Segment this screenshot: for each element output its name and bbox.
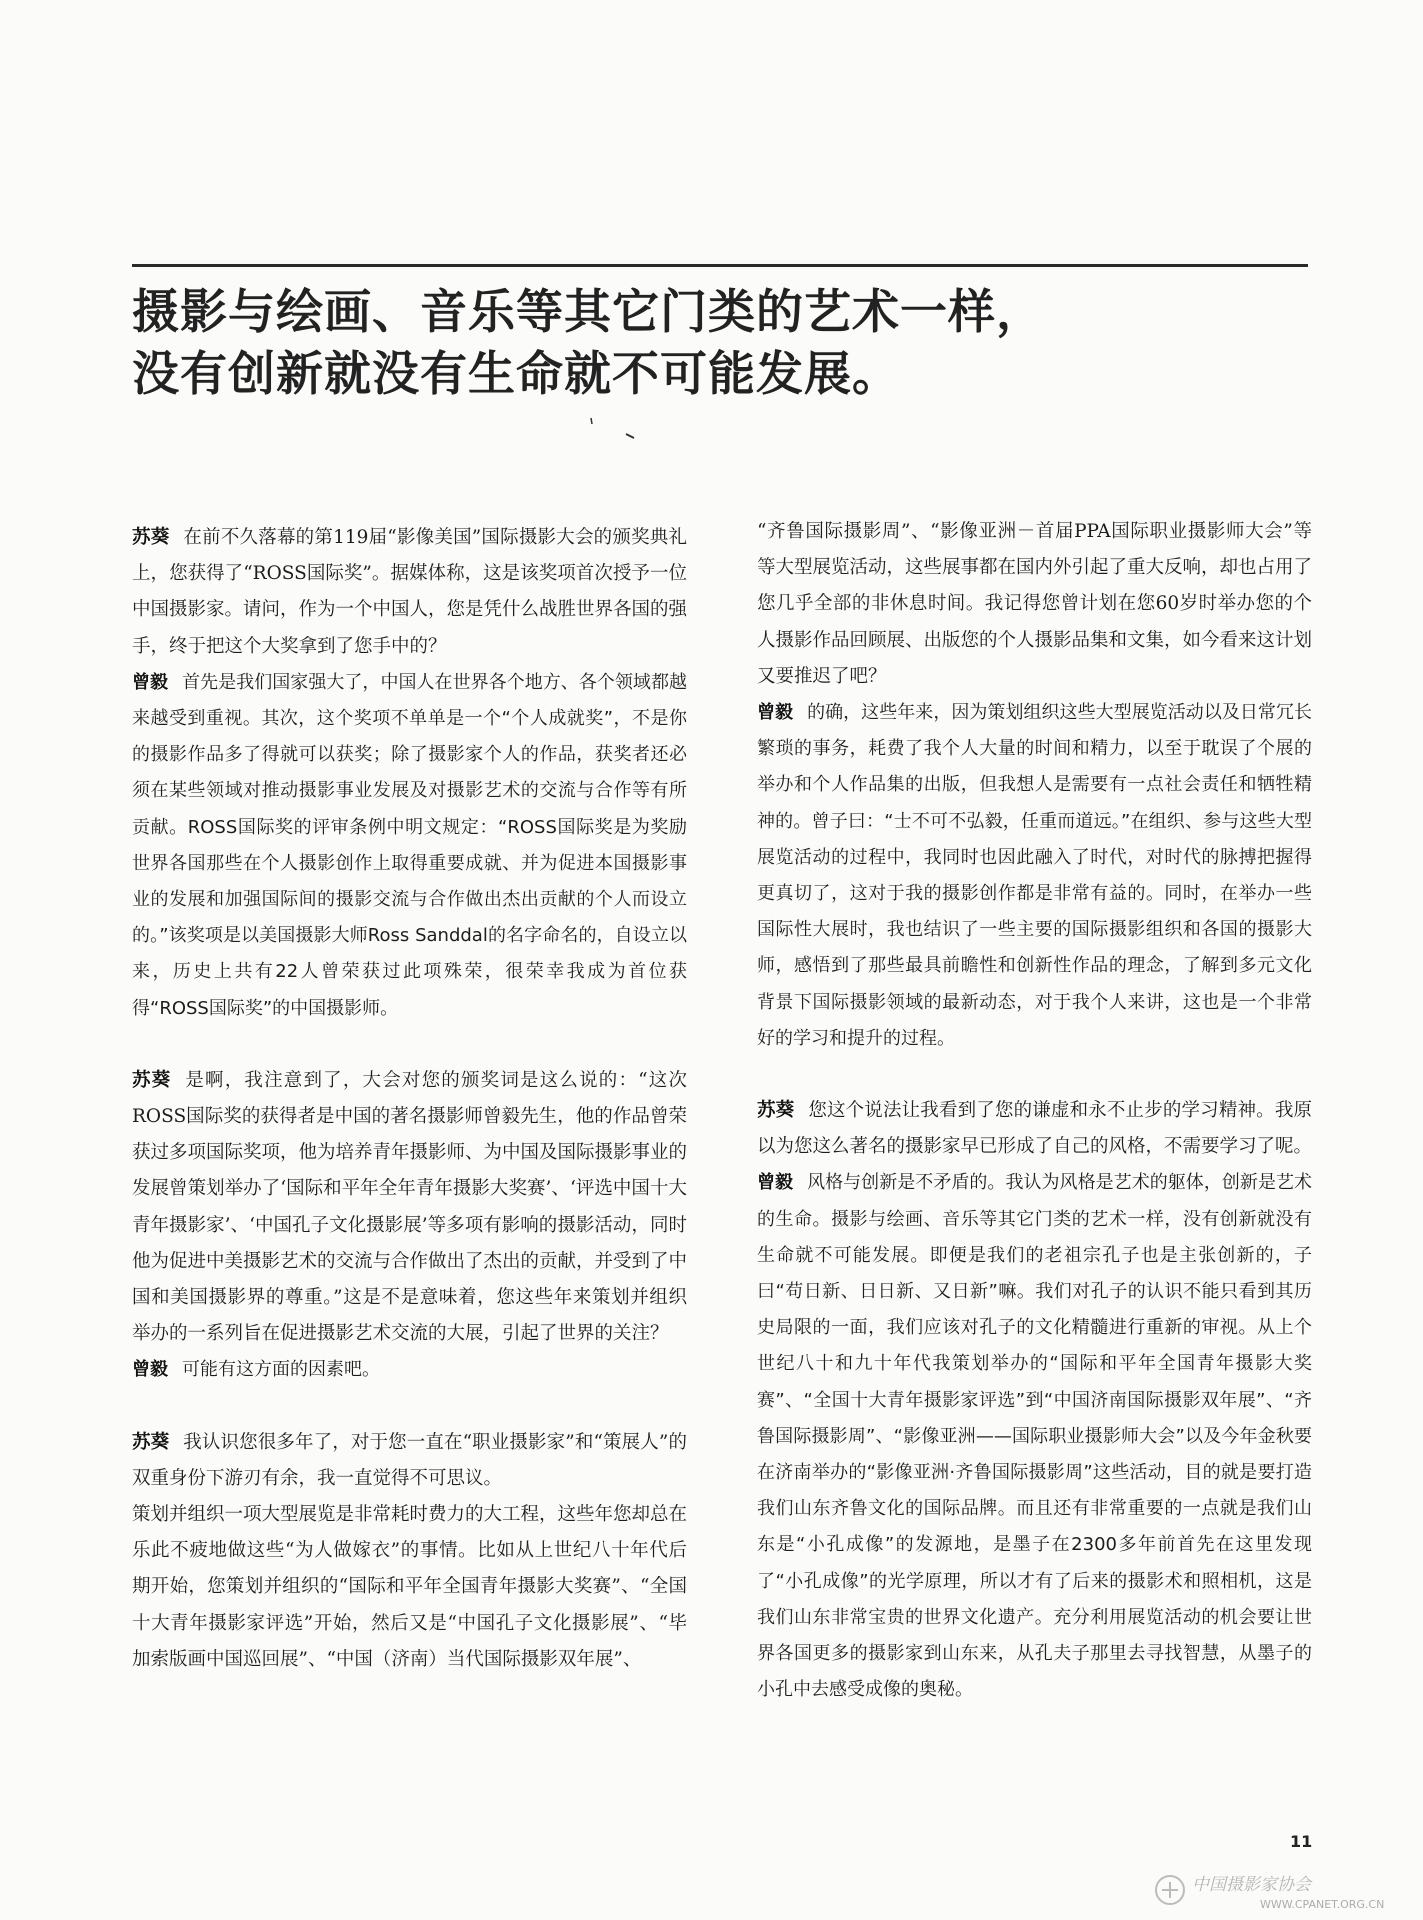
answer-paragraph	[132, 665, 687, 1027]
answer-paragraph	[132, 1352, 687, 1388]
headline	[132, 282, 1282, 406]
paragraph-gap	[132, 1389, 687, 1425]
right-column	[757, 514, 1312, 1709]
paragraph-text: 首先是我们国家强大了，中国人在世界各个地方、各个领域都越来越受到重视。其次，这个奖项不单单是一个“个人成就奖”，不是你的摄影作品多了得就可以获奖；除了摄影家个人的作品，获奖者还必须在某些领域对推动摄影事业发展及对摄影艺术的交流与合作等有所贡献。ROSS国际奖的评审条例中明文规定：“ROSS国际奖是为奖励世界各国那些在个人摄影创作上取得重要成就、并为促进本国摄影事业的发展和加强国际间的摄影交流与合作做出杰出贡献的个人而设立的。”该奖项是以美国摄影大师Ross Sanddal的名字命名的，自设立以来，历史上共有22人曾荣获过此项殊荣，很荣幸我成为首位获得“ROSS国际奖”的中国摄影师。	[132, 671, 688, 1019]
left-column	[132, 520, 687, 1678]
watermark-url: WWW.CPANET.ORG.CN	[1260, 1898, 1385, 1911]
speaker-name: 苏葵	[132, 527, 170, 548]
answer-paragraph	[757, 1165, 1312, 1708]
paragraph-text: 您这个说法让我看到了您的谦虚和永不止步的学习精神。我原以为您这么著名的摄影家早已形成了自己的风格，不需要学习了呢。	[757, 1100, 1313, 1158]
paragraph-text: 我认识您很多年了，对于您一直在“职业摄影家”和“策展人”的双重身份下游刃有余，我一直觉得不可思议。	[132, 1431, 687, 1489]
speaker-name: 苏葵	[132, 1069, 172, 1091]
top-rule	[132, 264, 1308, 267]
speaker-name: 苏葵	[132, 1431, 170, 1453]
headline-line-1: 摄影与绘画、音乐等其它门类的艺术一样，	[132, 285, 1044, 340]
question-paragraph	[132, 1063, 687, 1353]
watermark-cn: 中国摄影家协会	[1192, 1875, 1311, 1895]
question-paragraph	[132, 1497, 687, 1678]
headline-line-2: 没有创新就没有生命就不可能发展。	[132, 347, 900, 402]
paragraph-text: 在前不久落幕的第119届“影像美国”国际摄影大会的颁奖典礼上，您获得了“ROSS国际奖”。据媒体称，这是该奖项首次授予一位中国摄影家。请问，作为一个中国人，您是凭什么战胜世界各国的强手，终于把这个大奖拿到了您手中的？	[132, 527, 688, 657]
speaker-name: 曾毅	[757, 702, 794, 724]
paragraph-gap	[132, 1027, 687, 1063]
question-paragraph	[132, 520, 687, 665]
speaker-name: 曾毅	[757, 1172, 794, 1194]
answer-paragraph	[757, 695, 1312, 1057]
page-number: 11	[1290, 1832, 1313, 1851]
question-paragraph	[132, 1425, 687, 1497]
paragraph-text: 策划并组织一项大型展览是非常耗时费力的大工程，这些年您却总在乐此不疲地做这些“为人做嫁衣”的事情。比如从上世纪八十年代后期开始，您策划并组织的“国际和平年全国青年摄影大奖赛”、“全国十大青年摄影家评选”开始，然后又是“中国孔子文化摄影展”、“毕加索版画中国巡回展”、“中国（济南）当代国际摄影双年展”、	[132, 1504, 688, 1670]
speaker-name: 苏葵	[757, 1100, 795, 1122]
paragraph-gap	[757, 1057, 1312, 1093]
paragraph-text: 可能有这方面的因素吧。	[182, 1359, 380, 1381]
speaker-name: 曾毅	[132, 671, 169, 693]
paragraph-text: 的确，这些年来，因为策划组织这些大型展览活动以及日常冗长繁琐的事务，耗费了我个人大量的时间和精力，以至于耽误了个展的举办和个人作品集的出版，但我想人是需要有一点社会责任和牺牲精神的。曾子曰：“士不可不弘毅，任重而道远。”在组织、参与这些大型展览活动的过程中，我同时也因此融入了时代，对时代的脉搏把握得更真切了，这对于我的摄影创作都是非常有益的。同时，在举办一些国际性大展时，我也结识了一些主要的国际摄影组织和各国的摄影大师，感悟到了那些最具前瞻性和创新性作品的理念，了解到多元文化背景下国际摄影领域的最新动态，对于我个人来讲，这也是一个非常好的学习和提升的过程。	[757, 702, 1313, 1049]
scan-specks	[588, 416, 648, 446]
question-paragraph	[757, 514, 1312, 695]
speaker-name: 曾毅	[132, 1359, 168, 1381]
paragraph-text: 是啊，我注意到了，大会对您的颁奖词是这么说的：“这次ROSS国际奖的获得者是中国的著名摄影师曾毅先生，他的作品曾荣获过多项国际奖项，他为培养青年摄影师、为中国及国际摄影事业的发展曾策划举办了‘国际和平年全年青年摄影大奖赛’、‘评选中国十大青年摄影家’、‘中国孔子文化摄影展’等多项有影响的摄影活动，同时他为促进中美摄影艺术的交流与合作做出了杰出的贡献，并受到了中国和美国摄影界的尊重。”这是不是意味着，您这些年来策划并组织举办的一系列旨在促进摄影艺术交流的大展，引起了世界的关注？	[132, 1069, 688, 1345]
paragraph-text: “齐鲁国际摄影周”、“影像亚洲－首届PPA国际职业摄影师大会”等等大型展览活动，这些展事都在国内外引起了重大反响，却也占用了您几乎全部的非休息时间。我记得您曾计划在您60岁时举办您的个人摄影作品回顾展、出版您的个人摄影品集和文集，如今看来这计划又要推迟了吧？	[757, 521, 1313, 687]
watermark-logo	[1150, 1868, 1410, 1912]
question-paragraph	[757, 1093, 1312, 1165]
paragraph-text: 风格与创新是不矛盾的。我认为风格是艺术的躯体，创新是艺术的生命。摄影与绘画、音乐等其它门类的艺术一样，没有创新就没有生命就不可能发展。即便是我们的老祖宗孔子也是主张创新的，子曰“苟日新、日日新、又日新”嘛。我们对孔子的认识不能只看到其历史局限的一面，我们应该对孔子的文化精髓进行重新的审视。从上个世纪八十和九十年代我策划举办的“国际和平年全国青年摄影大奖赛”、“全国十大青年摄影家评选”到“中国济南国际摄影双年展”、“齐鲁国际摄影周”、“影像亚洲——国际职业摄影师大会”以及今年金秋要在济南举办的“影像亚洲·齐鲁国际摄影周”这些活动，目的就是要打造我们山东齐鲁文化的国际品牌。而且还有非常重要的一点就是我们山东是“小孔成像”的发源地，是墨子在2300多年前首先在这里发现了“小孔成像”的光学原理，所以才有了后来的摄影术和照相机，这是我们山东非常宝贵的世界文化遗产。充分利用展览活动的机会要让世界各国更多的摄影家到山东来，从孔夫子那里去寻找智慧，从墨子的小孔中去感受成像的奥秘。	[757, 1172, 1313, 1701]
